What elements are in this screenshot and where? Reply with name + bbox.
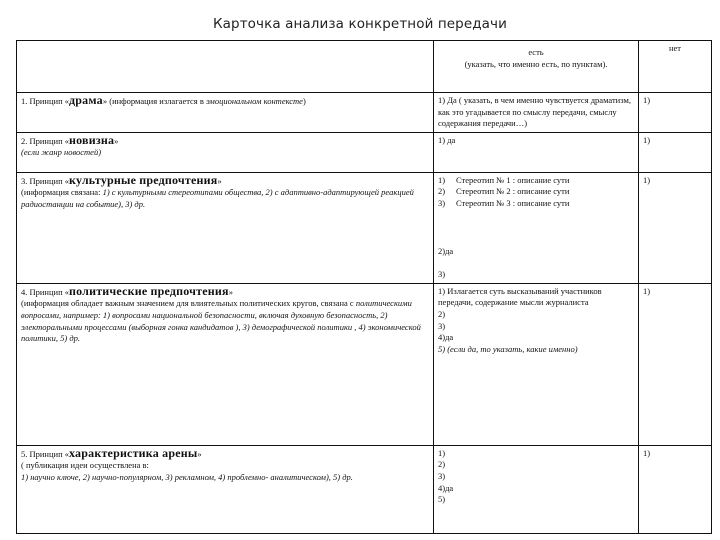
spacer [438, 210, 634, 246]
item-text: Стереотип № 3 : описание сути [456, 197, 570, 208]
principle-name: характеристика арены [69, 445, 198, 460]
yes-item: 2) [438, 459, 446, 470]
principle-prefix: 5. Принцип « [21, 448, 70, 459]
item-text: Стереотип № 2 : описание сути [456, 186, 570, 197]
principle-prefix: 4. Принцип « [21, 286, 70, 297]
yes-cell[interactable] [434, 172, 639, 283]
spacer [438, 257, 634, 269]
stereotype-item [438, 186, 634, 198]
item-text: Стереотип № 1 : описание сути [456, 174, 570, 185]
header-yes-cell [434, 41, 639, 93]
principle-name: драма [69, 93, 103, 107]
no-item: 1) [643, 174, 651, 185]
principle-prefix: 3. Принцип « [21, 175, 70, 186]
stereotype-item [438, 175, 634, 187]
no-cell[interactable] [639, 283, 712, 445]
yes-item: 1) Излагается суть высказываний участников передачи, содержание мысли журналиста [438, 285, 602, 308]
yes-cell[interactable] [434, 132, 639, 172]
principle-desc-italic: (если жанр новостей) [21, 147, 102, 158]
stereotype-list [438, 175, 634, 210]
principle-desc: ( публикация идеи осуществлена в: [21, 460, 149, 471]
header-no-label: нет [668, 43, 682, 53]
header-empty-cell [17, 41, 434, 93]
item-number: 2) [438, 186, 446, 197]
analysis-card-table [16, 40, 712, 534]
yes-cell[interactable] [434, 445, 639, 533]
principle-name: политические предпочтения [69, 283, 229, 298]
principle-suffix: » [114, 135, 119, 146]
principle-desc-italic: политическими вопросами, например: 1) вопросами национальной безопасности, включая духовную безопасность, 2) электоральными процессами (выборная гонка кандидатов ), 3) демографической политики , 4) экономической политики, 5) др. [21, 298, 421, 344]
item-number: 3) [438, 197, 446, 208]
principle-prefix: 1. Принцип « [21, 96, 70, 106]
no-cell[interactable] [639, 172, 712, 283]
stereotype-item [438, 198, 634, 210]
table-header-row [17, 41, 712, 93]
principle-suffix: » [228, 286, 233, 297]
principle-cell [17, 283, 434, 445]
principle-desc: (информация обладает важным значением для влиятельных политических кругов, связана с [21, 298, 356, 309]
principle-prefix: 2. Принцип « [21, 135, 70, 146]
principle-desc-italic: 1) научно ключе, 2) научно-популярном, 3) рекламном, 4) проблемно- аналитическом), 5) др. [21, 471, 353, 482]
page-title: Карточка анализа конкретной передачи [212, 16, 507, 32]
yes-item: 3) [438, 320, 446, 331]
no-item: 1) [643, 95, 651, 105]
header-yes-hint: (указать, что именно есть, по пунктам). [464, 58, 608, 69]
principle-desc-end: ) [302, 96, 306, 106]
yes-item: 3) [438, 269, 446, 280]
yes-item: 1) да [438, 134, 456, 145]
yes-item: 5) (если да, то указать, какие именно) [438, 343, 578, 354]
no-cell[interactable] [639, 445, 712, 533]
principle-desc-italic: эмоциональном контексте [205, 96, 303, 106]
principle-cell [17, 93, 434, 133]
no-item: 1) [643, 134, 651, 145]
yes-item: 2)да [438, 245, 454, 256]
principle-cell [17, 132, 434, 172]
principle-suffix: » [217, 175, 222, 186]
principle-cell [17, 445, 434, 533]
no-item: 1) [643, 447, 651, 458]
yes-item: 4)да [438, 332, 454, 343]
yes-cell[interactable] [434, 283, 639, 445]
yes-item: 3) [438, 470, 446, 481]
no-cell[interactable] [639, 93, 712, 133]
yes-item: 1) Да ( указать, в чем именно чувствуется драматизм, как это угадывается по смыслу передачи, смыслу содержания передачи…) [438, 95, 631, 129]
no-item: 1) [643, 285, 651, 296]
yes-item: 2) [438, 308, 446, 319]
principle-desc: (информация связана: [21, 187, 103, 198]
yes-item: 1) [438, 447, 446, 458]
yes-item: 4)да [438, 482, 454, 493]
header-yes-label: есть [528, 47, 544, 57]
item-number: 1) [438, 174, 446, 185]
principle-name: новизна [69, 132, 115, 147]
yes-item: 5) [438, 494, 446, 505]
table-row-political [17, 283, 712, 445]
yes-cell[interactable] [434, 93, 639, 133]
table-row-cultural [17, 172, 712, 283]
principle-desc: (информация излагается в [109, 96, 206, 106]
header-no-cell [639, 41, 712, 93]
principle-suffix: » [197, 448, 202, 459]
principle-suffix: » [102, 96, 110, 106]
principle-name: культурные предпочтения [69, 172, 218, 187]
no-cell[interactable] [639, 132, 712, 172]
principle-cell [17, 172, 434, 283]
table-row-novelty [17, 132, 712, 172]
table-row-arena [17, 445, 712, 533]
principle-desc-italic: 1) с культурными стереотипами общества, 2) с адаптивно-адаптирующей реакцией радиостанции на событие), 3) др. [21, 187, 414, 209]
table-row-drama [17, 93, 712, 133]
